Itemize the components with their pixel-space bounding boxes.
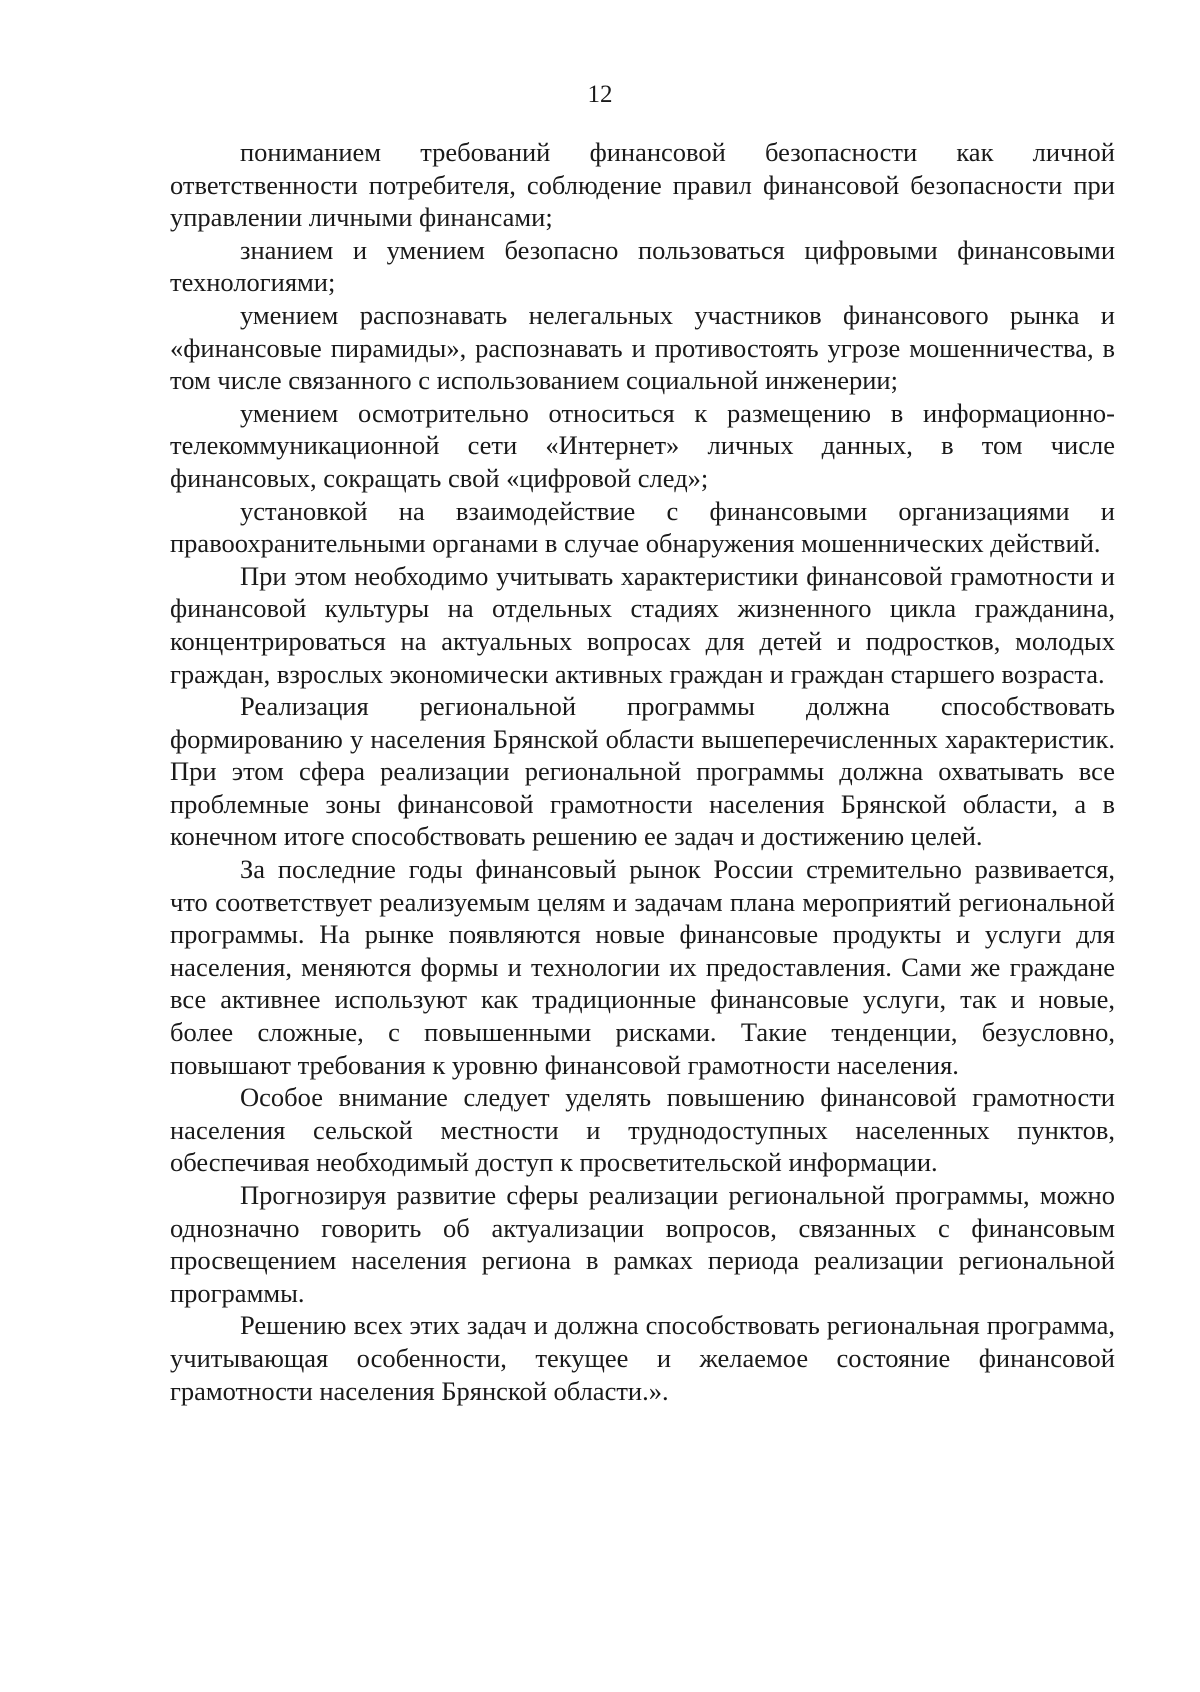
paragraph-personal-data: умением осмотрительно относиться к размещению в информационно-телекоммуникационной сети «Интернет» личных данных, в том числе финансовых, сокращать свой «цифровой след»; bbox=[170, 397, 1115, 493]
paragraph-digital-technologies: знанием и умением безопасно пользоваться цифровыми финансовыми технологиями; bbox=[170, 234, 1115, 298]
page-number: 12 bbox=[587, 81, 613, 108]
paragraph-fraud-recognition: умением распознавать нелегальных участников финансового рынка и «финансовые пирамиды», распознавать и противостоять угрозе мошенничества, в том числе связанного с использованием социальной инженерии; bbox=[170, 299, 1115, 396]
paragraph-life-cycle: При этом необходимо учитывать характеристики финансовой грамотности и финансовой культуры на отдельных стадиях жизненного цикла гражданина, концентрироваться на актуальных вопросах для детей и подростков, молодых граждан, взрослых экономически активных граждан и граждан старшего возраста. bbox=[170, 560, 1115, 689]
paragraph-financial-safety: пониманием требований финансовой безопасности как личной ответственности потребителя, соблюдение правил финансовой безопасности при управлении личными финансами; bbox=[170, 137, 1115, 233]
paragraph-interaction: установкой на взаимодействие с финансовыми организациями и правоохранительными органами в случае обнаружения мошеннических действий. bbox=[170, 495, 1115, 559]
document-body bbox=[170, 136, 1115, 1407]
paragraph-market-development: За последние годы финансовый рынок России стремительно развивается, что соответствует реализуемым целям и задачам плана мероприятий региональной программы. На рынке появляются новые финансовые продукты и услуги для населения, меняются формы и технологии их предоставления. Сами же граждане все активнее используют как традиционные финансовые услуги, так и новые, более сложные, с повышенными рисками. Такие тенденции, безусловно, повышают требования к уровню финансовой грамотности населения. bbox=[170, 854, 1115, 1080]
paragraph-program-implementation: Реализация региональной программы должна способствовать формированию у населения Брянской области вышеперечисленных характеристик. При этом сфера реализации региональной программы должна охватывать все проблемные зоны финансовой грамотности населения Брянской области, а в конечном итоге способствовать решению ее задач и достижению целей. bbox=[170, 691, 1115, 852]
paragraph-conclusion: Решению всех этих задач и должна способствовать региональная программа, учитывающая особенности, текущее и желаемое состояние финансовой грамотности населения Брянской области.». bbox=[170, 1310, 1115, 1406]
paragraph-forecast: Прогнозируя развитие сферы реализации региональной программы, можно однозначно говорить об актуализации вопросов, связанных с финансовым просвещением населения региона в рамках периода реализации региональной программы. bbox=[170, 1180, 1115, 1308]
paragraph-rural-population: Особое внимание следует уделять повышению финансовой грамотности населения сельской местности и труднодоступных населенных пунктов, обеспечивая необходимый доступ к просветительской информации. bbox=[170, 1082, 1115, 1178]
